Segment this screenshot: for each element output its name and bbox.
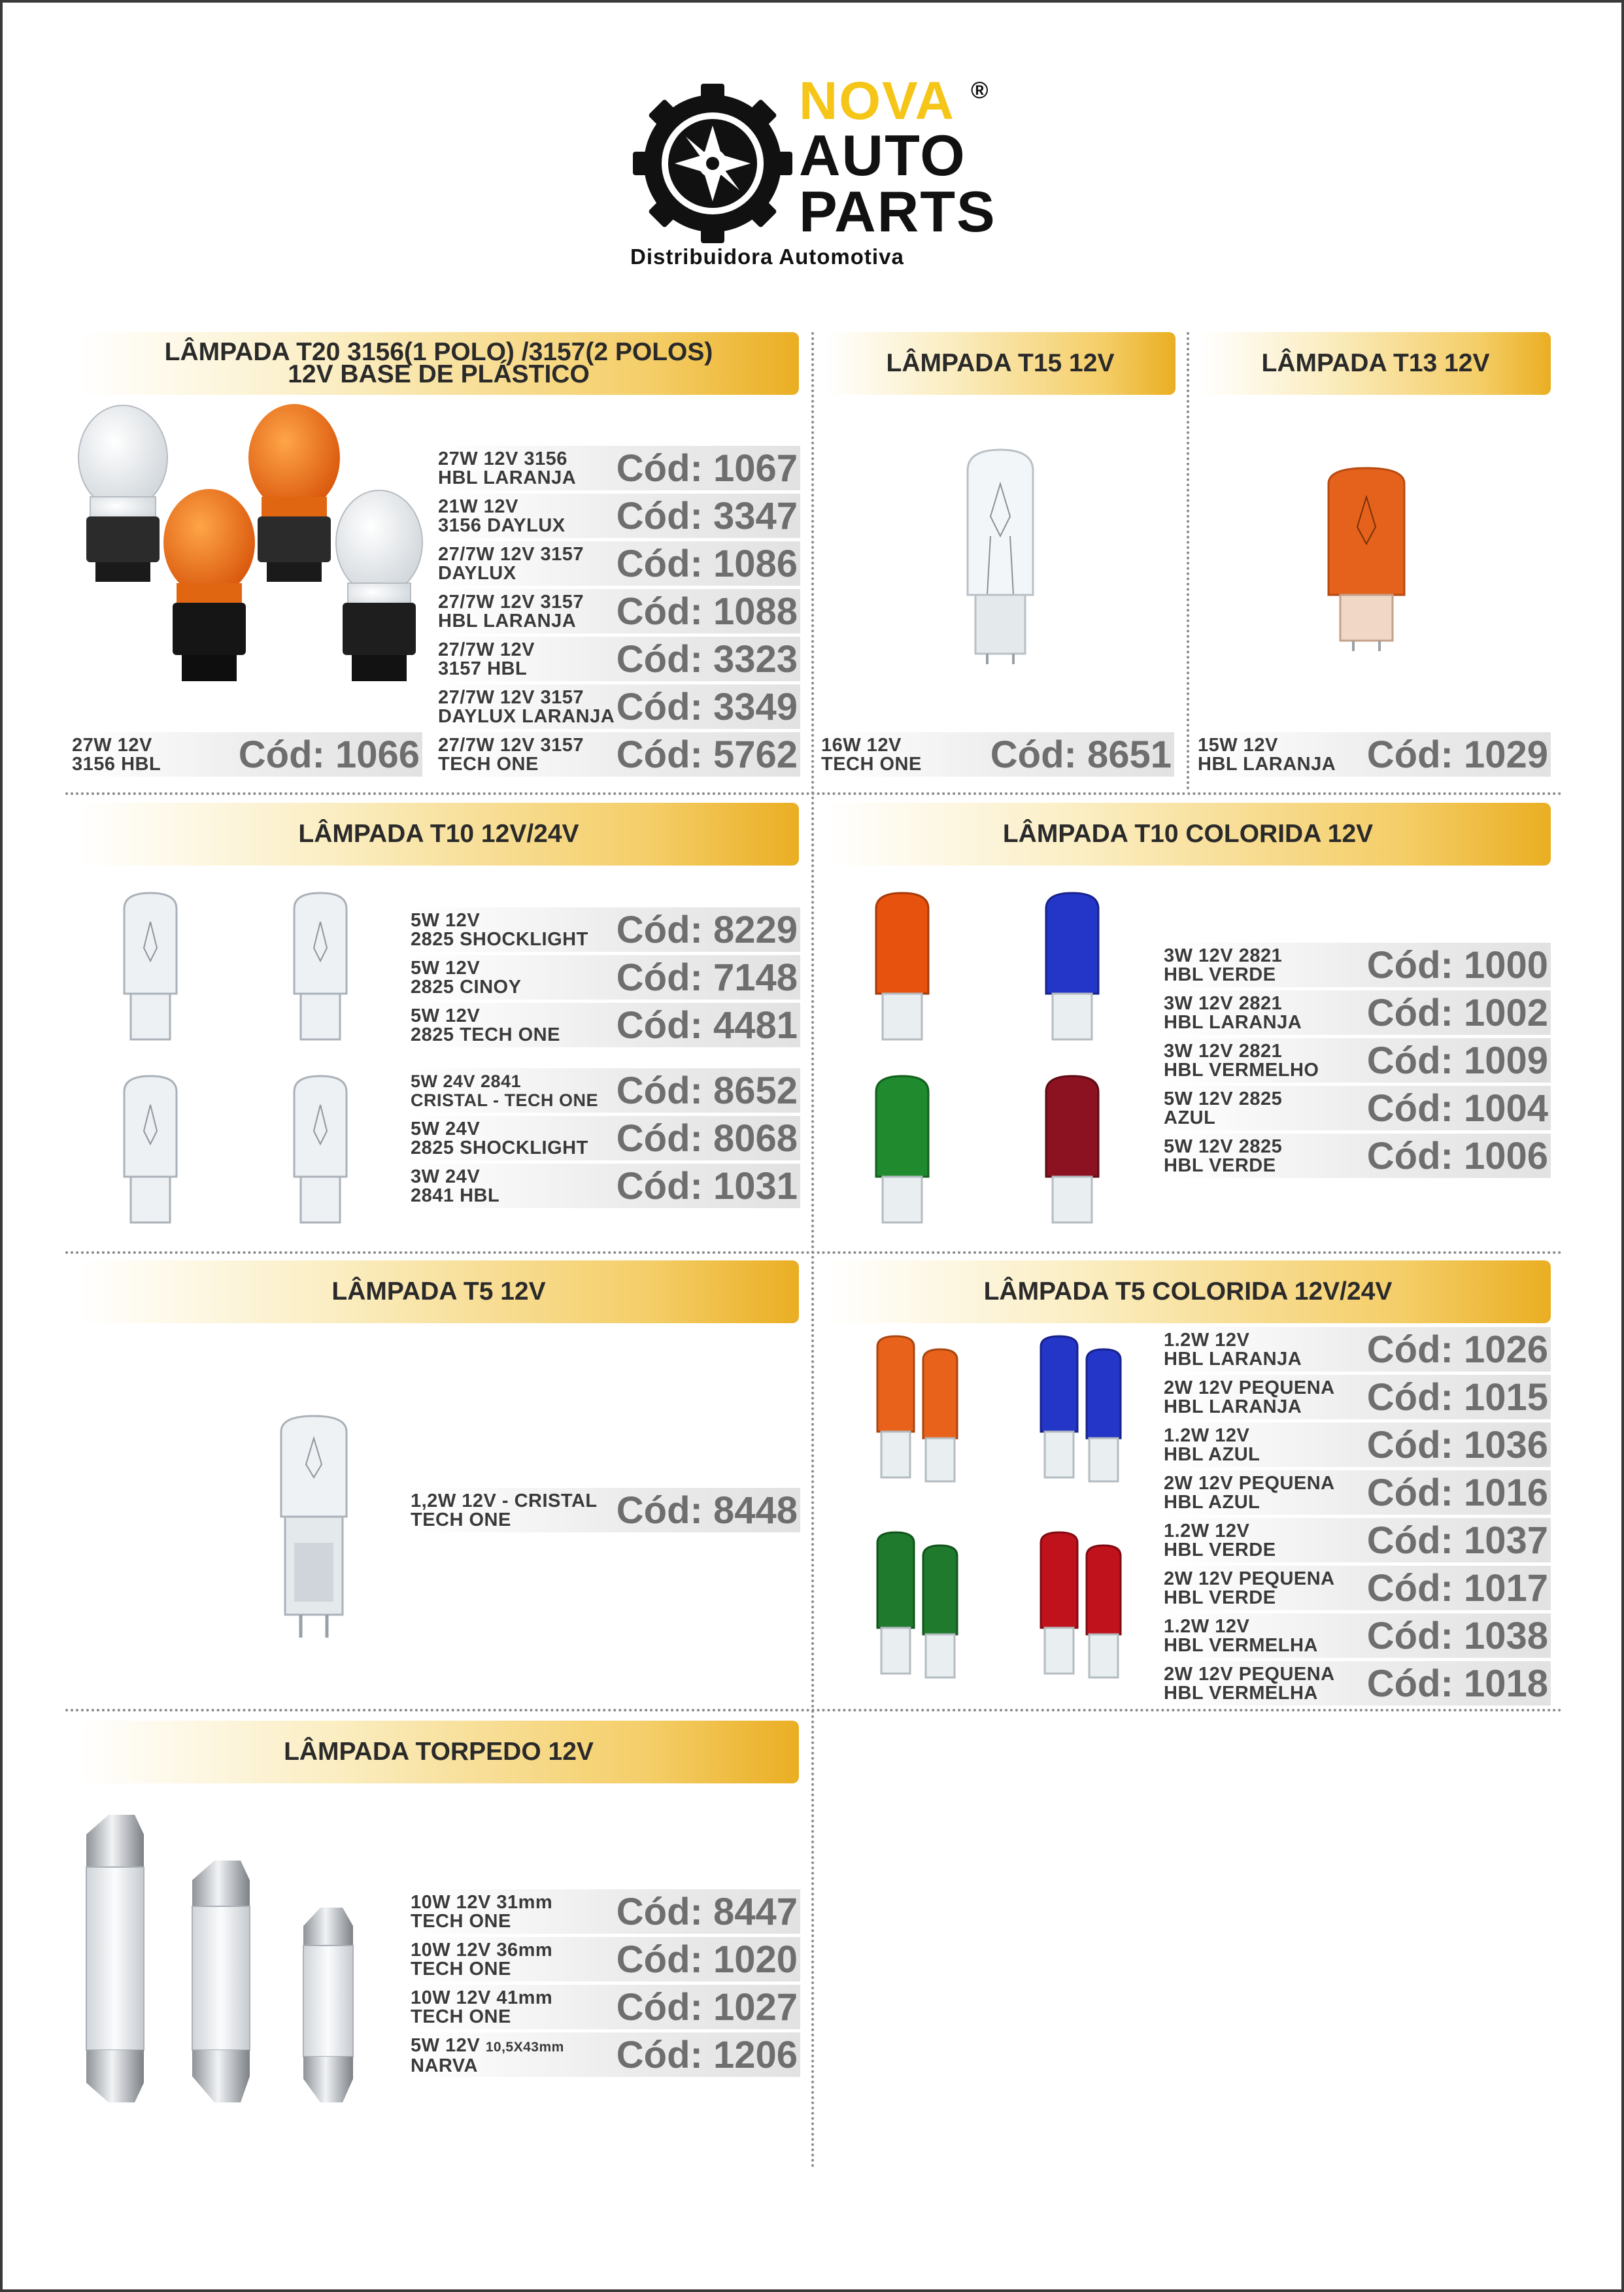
item-code: Cód: 5762 (616, 733, 798, 776)
item-code: Cód: 1038 (1366, 1615, 1548, 1657)
brand-name-auto: AUTO (799, 123, 966, 188)
item-code: Cód: 1086 (616, 543, 798, 585)
item-code: Cód: 1009 (1366, 1039, 1548, 1082)
section-title-t13: LÂMPADA T13 12V (1200, 332, 1551, 395)
gear-wheel-icon (628, 78, 798, 248)
item-code: Cód: 1020 (616, 1938, 798, 1981)
item-code: Cód: 1206 (616, 2034, 798, 2076)
item-code: Cód: 1029 (1366, 733, 1548, 776)
section-title-t20: LÂMPADA T20 3156(1 POLO) /3157(2 POLOS) 12V BASE DE PLÁSTICO (78, 332, 799, 395)
list-item: 5W 24V 2841 CRISTAL - TECH ONE Cód: 8652 (411, 1068, 800, 1113)
item-code: Cód: 1004 (1366, 1087, 1548, 1130)
item-code: Cód: 8229 (616, 909, 798, 951)
list-item: 5W 12V 2825 SHOCKLIGHT Cód: 8229 (411, 907, 800, 952)
list-item: 10W 12V 41mm TECH ONE Cód: 1027 (411, 1985, 800, 2029)
item-code: Cód: 1036 (1366, 1424, 1548, 1466)
section-title-t5: LÂMPADA T5 12V (78, 1260, 799, 1323)
item-code: Cód: 1017 (1366, 1567, 1548, 1609)
item-code: Cód: 1018 (1366, 1662, 1548, 1705)
item-code: Cód: 8447 (616, 1891, 798, 1933)
divider-vertical-main (811, 332, 814, 2169)
item-code: Cód: 1026 (1366, 1328, 1548, 1371)
item-code: Cód: 1015 (1366, 1376, 1548, 1419)
item-code: Cód: 1067 (616, 447, 798, 490)
list-item: 1.2W 12V HBL VERMELHA Cód: 1038 (1164, 1613, 1551, 1658)
t5-item-row (411, 1488, 800, 1532)
item-desc: 16W 12V TECH ONE (821, 735, 922, 775)
registered-mark: ® (971, 76, 989, 103)
item-desc: 15W 12V HBL LARANJA (1198, 735, 1336, 775)
item-code: Cód: 1027 (616, 1986, 798, 2029)
item-code: Cód: 1066 (238, 733, 420, 776)
list-item: 10W 12V 36mm TECH ONE Cód: 1020 (411, 1937, 800, 1981)
t20-bulb-clear-2 (336, 490, 422, 681)
brand-name-parts: PARTS (799, 179, 996, 244)
item-code: Cód: 7148 (616, 956, 798, 999)
item-code: Cód: 8651 (990, 733, 1172, 776)
list-item: 27/7W 12V 3157 TECH ONE Cód: 5762 (438, 732, 800, 777)
item-desc: 27W 12V 3156 HBL (72, 735, 161, 775)
list-item: 27/7W 12V 3157 HBL Cód: 3323 (438, 637, 800, 681)
item-code: Cód: 1002 (1366, 992, 1548, 1034)
divider-row1 (65, 792, 1563, 795)
torpedo-bulb-36mm (192, 1861, 250, 2102)
item-code: Cód: 8068 (616, 1117, 798, 1160)
t10-colored-bulbs-image (863, 889, 1151, 1255)
list-item: 27/7W 12V 3157 HBL LARANJA Cód: 1088 (438, 589, 800, 633)
t20-extra-row (72, 732, 422, 777)
divider-row3 (65, 1709, 1563, 1711)
t20-bulb-orange-1 (248, 404, 340, 582)
item-code: Cód: 1037 (1366, 1519, 1548, 1562)
list-item: 5W 24V 2825 SHOCKLIGHT Cód: 8068 (411, 1116, 800, 1160)
t5-colored-bulbs-image (870, 1334, 1144, 1713)
divider-vertical-t15-t13 (1187, 332, 1189, 790)
item-code: Cód: 3323 (616, 638, 798, 681)
t15-item-row (821, 732, 1174, 777)
t5-bulb-image (268, 1412, 360, 1647)
list-item: 27/7W 12V 3157 DAYLUX LARANJA Cód: 3349 (438, 684, 800, 729)
list-item: 5W 12V 10,5X43mm NARVA Cód: 1206 (411, 2032, 800, 2077)
list-item: 5W 12V 2825 HBL VERDE Cód: 1006 (1164, 1134, 1551, 1178)
list-item: 2W 12V PEQUENA HBL LARANJA Cód: 1015 (1164, 1375, 1551, 1419)
t15-bulb-image (941, 445, 1059, 667)
item-code: Cód: 1031 (616, 1165, 798, 1207)
brand-tagline: Distribuidora Automotiva (630, 244, 904, 269)
brand-name-nova: NOVA (799, 71, 955, 131)
item-desc: 1,2W 12V - CRISTAL TECH ONE (411, 1491, 598, 1530)
section-title-t5-colorida: LÂMPADA T5 COLORIDA 12V/24V (825, 1260, 1551, 1323)
list-item: 3W 12V 2821 HBL VERMELHO Cód: 1009 (1164, 1038, 1551, 1083)
t13-bulb-image (1314, 464, 1419, 654)
list-item: 2W 12V PEQUENA HBL AZUL Cód: 1016 (1164, 1470, 1551, 1515)
list-item: 1.2W 12V HBL VERDE Cód: 1037 (1164, 1518, 1551, 1562)
item-code: Cód: 1016 (1366, 1472, 1548, 1514)
item-code: Cód: 8448 (616, 1489, 798, 1532)
list-item: 3W 12V 2821 HBL LARANJA Cód: 1002 (1164, 990, 1551, 1035)
list-item: 2W 12V PEQUENA HBL VERDE Cód: 1017 (1164, 1566, 1551, 1610)
list-item: 1.2W 12V HBL LARANJA Cód: 1026 (1164, 1327, 1551, 1372)
t20-bulbs-image (72, 399, 438, 726)
list-item: 27/7W 12V 3157 DAYLUX Cód: 1086 (438, 541, 800, 586)
t10-bulbs-image (111, 889, 399, 1255)
brand-logo (628, 72, 1007, 275)
item-code: Cód: 4481 (616, 1004, 798, 1047)
item-code: Cód: 1088 (616, 590, 798, 633)
item-code: Cód: 1006 (1366, 1135, 1548, 1177)
list-item: 1.2W 12V HBL AZUL Cód: 1036 (1164, 1423, 1551, 1467)
list-item: 3W 12V 2821 HBL VERDE Cód: 1000 (1164, 943, 1551, 987)
t13-item-row (1198, 732, 1551, 777)
item-code: Cód: 3347 (616, 495, 798, 537)
list-item: 3W 24V 2841 HBL Cód: 1031 (411, 1164, 800, 1208)
item-code: Cód: 1000 (1366, 944, 1548, 986)
list-item: 5W 12V 2825 TECH ONE Cód: 4481 (411, 1003, 800, 1047)
t20-bulb-orange-2 (163, 489, 255, 681)
list-item: 5W 12V 2825 AZUL Cód: 1004 (1164, 1086, 1551, 1130)
torpedo-bulb-31mm (86, 1815, 144, 2102)
section-title-torpedo: LÂMPADA TORPEDO 12V (78, 1721, 799, 1783)
list-item: 27W 12V 3156 HBL LARANJA Cód: 1067 (438, 446, 800, 490)
list-item: 21W 12V 3156 DAYLUX Cód: 3347 (438, 494, 800, 538)
list-item: 10W 12V 31mm TECH ONE Cód: 8447 (411, 1889, 800, 1934)
section-title-t15: LÂMPADA T15 12V (825, 332, 1176, 395)
torpedo-bulb-41mm (303, 1908, 353, 2102)
section-title-t10: LÂMPADA T10 12V/24V (78, 803, 799, 866)
list-item: 2W 12V PEQUENA HBL VERMELHA Cód: 1018 (1164, 1661, 1551, 1706)
section-title-t10-colorida: LÂMPADA T10 COLORIDA 12V (825, 803, 1551, 866)
t20-bulb-clear-1 (78, 405, 167, 582)
item-code: Cód: 3349 (616, 686, 798, 728)
list-item: 5W 12V 2825 CINOY Cód: 7148 (411, 955, 800, 1000)
torpedo-bulbs-image (78, 1815, 392, 2161)
item-code: Cód: 8652 (616, 1070, 798, 1112)
